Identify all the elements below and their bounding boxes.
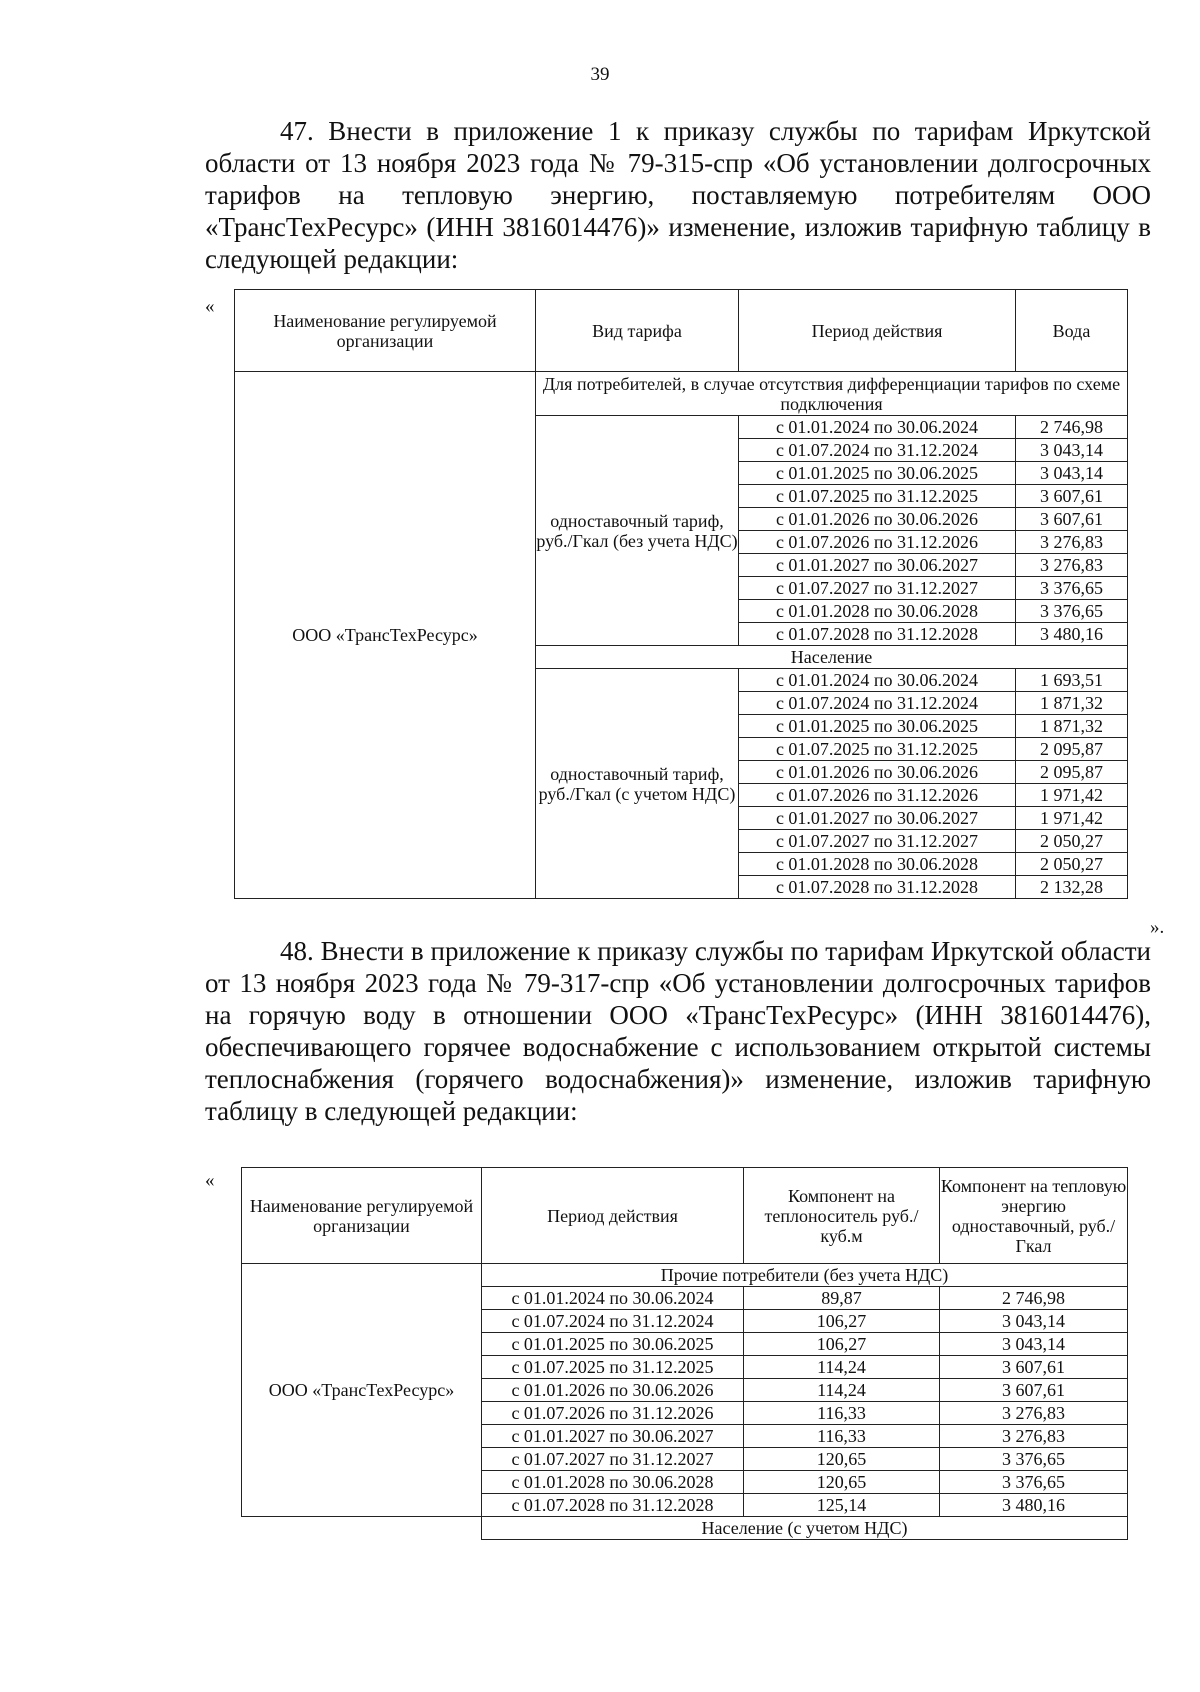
page-number: 39: [590, 64, 610, 85]
tariff-type-cell: одноставочный тариф, руб./Гкал (с учетом НДС): [536, 669, 739, 899]
table-header-row: [242, 1168, 1128, 1264]
carrier-value-cell: 116,33: [744, 1402, 940, 1425]
tariff-table-2: [241, 1167, 1128, 1540]
header-water: Вода: [1016, 290, 1128, 372]
period-cell: с 01.01.2028 по 30.06.2028: [482, 1471, 744, 1494]
value-cell: 1 871,32: [1016, 692, 1128, 715]
period-cell: с 01.01.2028 по 30.06.2028: [739, 600, 1016, 623]
carrier-value-cell: 106,27: [744, 1310, 940, 1333]
quote-open-1: «: [205, 296, 215, 317]
organization-cell: ООО «ТрансТехРесурс»: [242, 1264, 482, 1517]
value-cell: 3 607,61: [1016, 485, 1128, 508]
period-cell: с 01.01.2028 по 30.06.2028: [739, 853, 1016, 876]
empty-cell: [242, 1517, 482, 1540]
table-header-row: [235, 290, 1128, 372]
period-cell: с 01.01.2026 по 30.06.2026: [739, 761, 1016, 784]
energy-value-cell: 3 376,65: [940, 1471, 1128, 1494]
energy-value-cell: 3 043,14: [940, 1310, 1128, 1333]
paragraph-48-text: 48. Внести в приложение к приказу службы по тарифам Иркутской области от 13 ноября 2023 года № 79-317-спр «Об установлении долгосрочных тарифов на горячую воду в отношении ООО «ТрансТехРесурс» (ИНН 3816014476), обеспечивающего горячее водоснабжение с использованием открытой системы теплоснабжения (горячего водоснабжения)» изменение, изложив тарифную таблицу в следующей редакции:: [205, 936, 1151, 1126]
period-cell: с 01.07.2028 по 31.12.2028: [739, 623, 1016, 646]
period-cell: с 01.01.2025 по 30.06.2025: [739, 462, 1016, 485]
header-organization: Наименование регулируемой организации: [242, 1168, 482, 1264]
value-cell: 3 376,65: [1016, 577, 1128, 600]
period-cell: с 01.01.2027 по 30.06.2027: [482, 1425, 744, 1448]
value-cell: 3 607,61: [1016, 508, 1128, 531]
tariff-type-cell: одноставочный тариф, руб./Гкал (без учета НДС): [536, 416, 739, 646]
value-cell: 2 095,87: [1016, 738, 1128, 761]
period-cell: с 01.07.2028 по 31.12.2028: [482, 1494, 744, 1517]
period-cell: с 01.01.2027 по 30.06.2027: [739, 807, 1016, 830]
carrier-value-cell: 114,24: [744, 1379, 940, 1402]
paragraph-48: [205, 935, 1151, 1127]
period-cell: с 01.07.2026 по 31.12.2026: [739, 784, 1016, 807]
header-energy-component: Компонент на тепловую энергию одноставочный, руб./Гкал: [940, 1168, 1128, 1264]
value-cell: 3 043,14: [1016, 462, 1128, 485]
period-cell: с 01.01.2025 по 30.06.2025: [739, 715, 1016, 738]
carrier-value-cell: 89,87: [744, 1287, 940, 1310]
carrier-value-cell: 125,14: [744, 1494, 940, 1517]
quote-close-1: ».: [1150, 917, 1165, 938]
period-cell: с 01.07.2027 по 31.12.2027: [739, 830, 1016, 853]
header-period: Период действия: [482, 1168, 744, 1264]
header-tariff-type: Вид тарифа: [536, 290, 739, 372]
period-cell: с 01.07.2028 по 31.12.2028: [739, 876, 1016, 899]
period-cell: с 01.01.2024 по 30.06.2024: [739, 416, 1016, 439]
period-cell: с 01.01.2026 по 30.06.2026: [739, 508, 1016, 531]
period-cell: с 01.07.2025 по 31.12.2025: [739, 485, 1016, 508]
section-label: Прочие потребители (без учета НДС): [482, 1264, 1128, 1287]
energy-value-cell: 3 043,14: [940, 1333, 1128, 1356]
value-cell: 3 276,83: [1016, 554, 1128, 577]
energy-value-cell: 3 607,61: [940, 1379, 1128, 1402]
value-cell: 1 871,32: [1016, 715, 1128, 738]
section-row: [242, 1517, 1128, 1540]
period-cell: с 01.07.2026 по 31.12.2026: [482, 1402, 744, 1425]
carrier-value-cell: 116,33: [744, 1425, 940, 1448]
value-cell: 3 480,16: [1016, 623, 1128, 646]
value-cell: 2 050,27: [1016, 830, 1128, 853]
value-cell: 2 050,27: [1016, 853, 1128, 876]
period-cell: с 01.07.2025 по 31.12.2025: [739, 738, 1016, 761]
quote-open-2: «: [205, 1170, 215, 1191]
value-cell: 3 276,83: [1016, 531, 1128, 554]
carrier-value-cell: 114,24: [744, 1356, 940, 1379]
value-cell: 2 095,87: [1016, 761, 1128, 784]
value-cell: 1 971,42: [1016, 784, 1128, 807]
value-cell: 2 746,98: [1016, 416, 1128, 439]
period-cell: с 01.07.2025 по 31.12.2025: [482, 1356, 744, 1379]
period-cell: с 01.07.2027 по 31.12.2027: [739, 577, 1016, 600]
period-cell: с 01.07.2024 по 31.12.2024: [482, 1310, 744, 1333]
value-cell: 1 971,42: [1016, 807, 1128, 830]
period-cell: с 01.01.2024 по 30.06.2024: [739, 669, 1016, 692]
paragraph-47: [205, 115, 1151, 275]
energy-value-cell: 3 480,16: [940, 1494, 1128, 1517]
section-label: Население (с учетом НДС): [482, 1517, 1128, 1540]
period-cell: с 01.07.2026 по 31.12.2026: [739, 531, 1016, 554]
energy-value-cell: 3 607,61: [940, 1356, 1128, 1379]
value-cell: 2 132,28: [1016, 876, 1128, 899]
energy-value-cell: 3 276,83: [940, 1425, 1128, 1448]
section-label: Для потребителей, в случае отсутствия дифференциации тарифов по схеме подключения: [536, 372, 1128, 416]
energy-value-cell: 3 276,83: [940, 1402, 1128, 1425]
tariff-table-1: [234, 289, 1128, 899]
header-carrier-component: Компонент на теплоноситель руб./куб.м: [744, 1168, 940, 1264]
energy-value-cell: 3 376,65: [940, 1448, 1128, 1471]
paragraph-47-text: 47. Внести в приложение 1 к приказу службы по тарифам Иркутской области от 13 ноября 2023 года № 79-315-спр «Об установлении долгосрочных тарифов на тепловую энергию, поставляемую потребителям ООО «ТрансТехРесурс» (ИНН 3816014476)» изменение, изложив тарифную таблицу в следующей редакции:: [205, 116, 1151, 274]
header-organization: Наименование регулируемой организации: [235, 290, 536, 372]
period-cell: с 01.01.2024 по 30.06.2024: [482, 1287, 744, 1310]
section-row: [242, 1264, 1128, 1287]
period-cell: с 01.01.2025 по 30.06.2025: [482, 1333, 744, 1356]
carrier-value-cell: 120,65: [744, 1471, 940, 1494]
period-cell: с 01.07.2027 по 31.12.2027: [482, 1448, 744, 1471]
carrier-value-cell: 120,65: [744, 1448, 940, 1471]
section-row: [235, 372, 1128, 416]
energy-value-cell: 2 746,98: [940, 1287, 1128, 1310]
period-cell: с 01.01.2026 по 30.06.2026: [482, 1379, 744, 1402]
section-label: Население: [536, 646, 1128, 669]
period-cell: с 01.01.2027 по 30.06.2027: [739, 554, 1016, 577]
period-cell: с 01.07.2024 по 31.12.2024: [739, 439, 1016, 462]
carrier-value-cell: 106,27: [744, 1333, 940, 1356]
header-period: Период действия: [739, 290, 1016, 372]
value-cell: 1 693,51: [1016, 669, 1128, 692]
organization-cell: ООО «ТрансТехРесурс»: [235, 372, 536, 899]
value-cell: 3 043,14: [1016, 439, 1128, 462]
period-cell: с 01.07.2024 по 31.12.2024: [739, 692, 1016, 715]
value-cell: 3 376,65: [1016, 600, 1128, 623]
